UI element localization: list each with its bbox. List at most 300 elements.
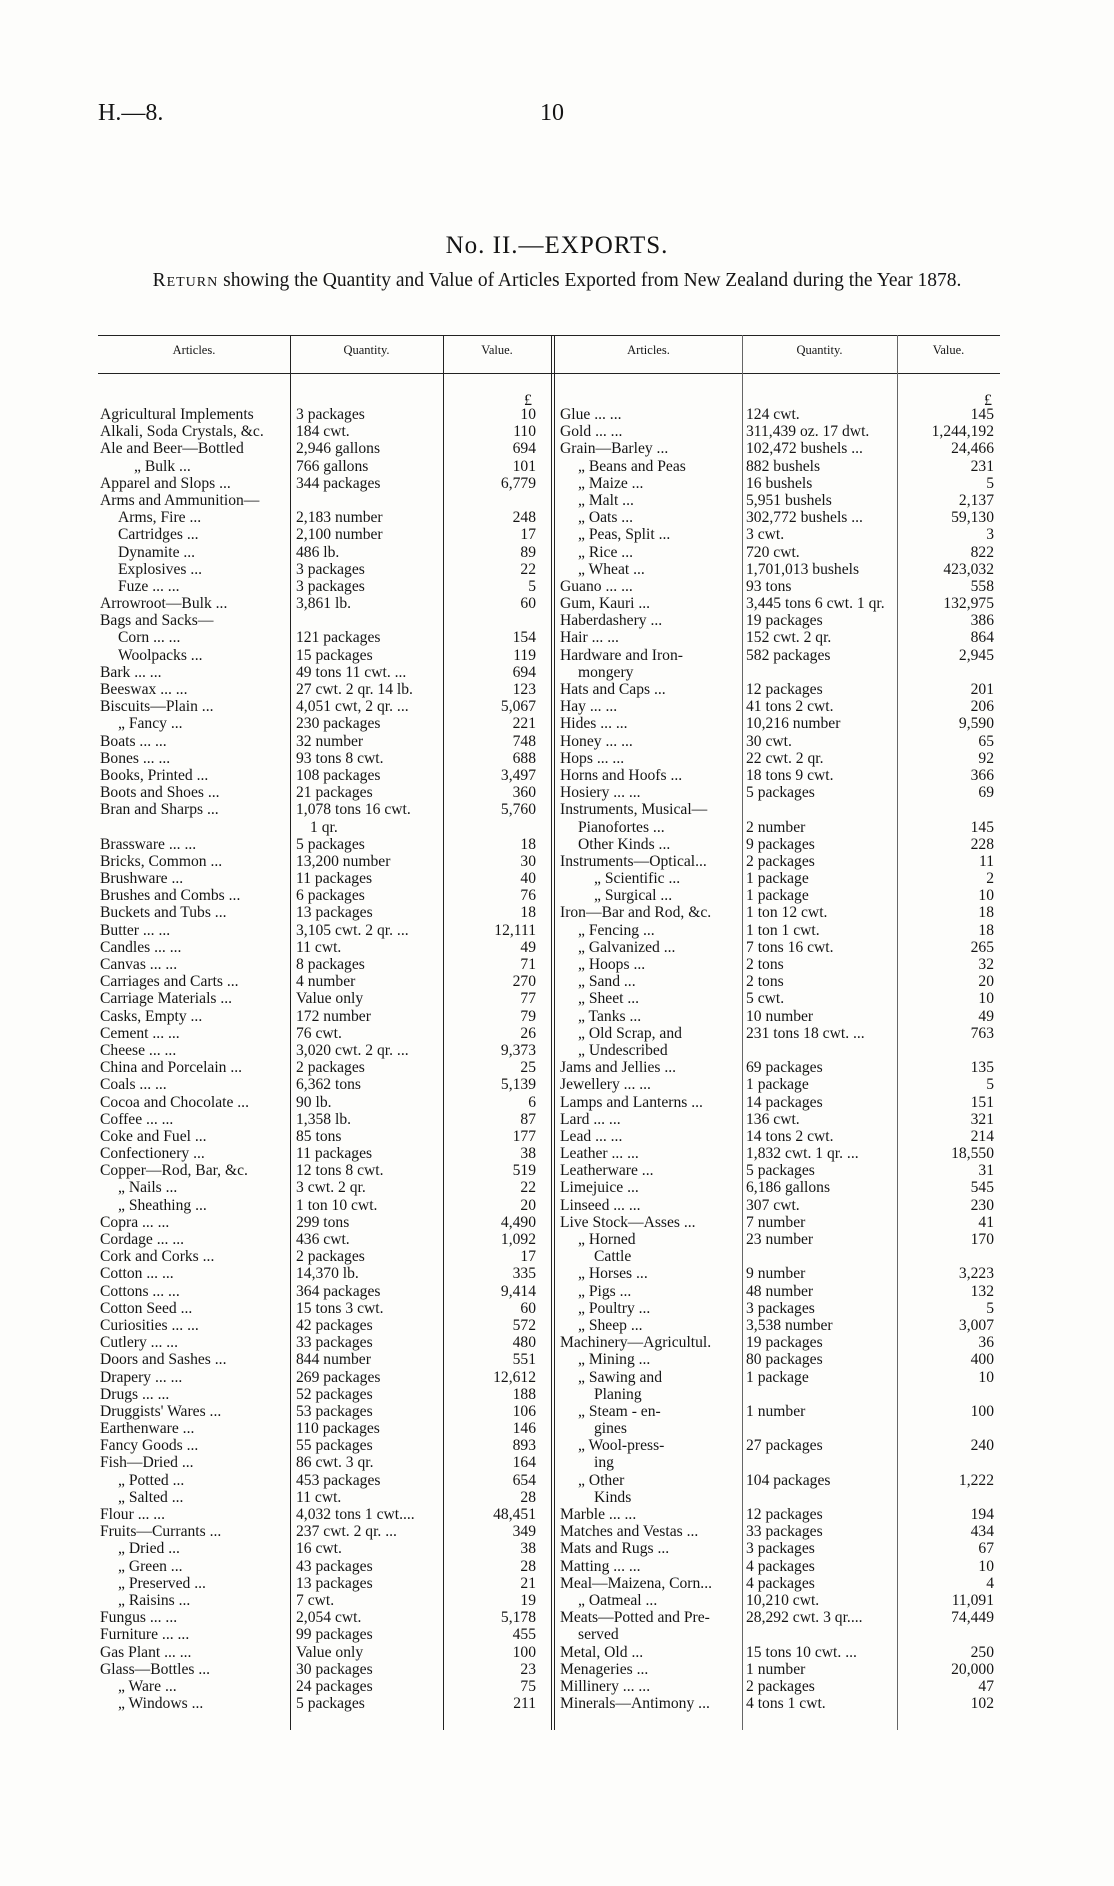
article-cell: „ Bulk ...: [134, 457, 191, 475]
table-title: No. II.—EXPORTS.: [445, 232, 669, 259]
table-row: [560, 1248, 998, 1265]
quantity-cell: 13 packages: [296, 904, 373, 922]
article-cell: Lamps and Lanterns ...: [560, 1093, 703, 1111]
article-cell: „ Oats ...: [578, 509, 633, 527]
article-cell: Lead ... ...: [560, 1127, 623, 1145]
article-cell: „ Fencing ...: [578, 921, 655, 939]
value-cell: 38: [520, 1145, 536, 1163]
value-cell: 119: [513, 646, 536, 664]
table-row: [100, 1523, 540, 1540]
quantity-cell: 2 packages: [746, 1677, 815, 1695]
value-cell: 76: [520, 887, 536, 905]
quantity-cell: 22 cwt. 2 qr.: [746, 749, 824, 767]
quantity-cell: 1 ton 10 cwt.: [296, 1196, 378, 1214]
col-head-value-right: Value.: [932, 343, 965, 357]
quantity-cell: 16 bushels: [746, 474, 813, 492]
value-cell: 349: [512, 1523, 536, 1541]
quantity-cell: 121 packages: [296, 629, 381, 647]
quantity-cell: 85 tons: [296, 1127, 342, 1145]
value-cell: 3,497: [500, 766, 536, 784]
value-cell: 6: [528, 1093, 536, 1111]
table-row: [100, 1265, 540, 1282]
article-cell: „ Peas, Split ...: [578, 526, 671, 544]
article-cell: „ Undescribed: [578, 1041, 668, 1059]
table-row: [100, 1214, 540, 1231]
value-cell: 5: [986, 1299, 994, 1317]
value-cell: 321: [970, 1110, 994, 1128]
table-row: [100, 1403, 540, 1420]
table-row: [100, 1162, 540, 1179]
value-cell: 480: [512, 1334, 536, 1352]
value-cell: 265: [970, 938, 994, 956]
value-cell: 4: [986, 1574, 994, 1592]
quantity-cell: 4 number: [296, 973, 356, 991]
value-cell: 10: [978, 1557, 994, 1575]
table-row: [100, 1369, 540, 1386]
article-cell: „ Maize ...: [578, 474, 644, 492]
value-cell: 17: [520, 1248, 536, 1266]
table-row: [560, 1334, 998, 1351]
caption-lead: Return: [152, 270, 219, 291]
article-cell: „ Poultry ...: [578, 1299, 651, 1317]
table-row: [560, 492, 998, 509]
table-row: [100, 1644, 540, 1661]
article-cell: „ Sheet ...: [578, 990, 640, 1008]
table-row: [100, 1317, 540, 1334]
quantity-cell: 2 number: [746, 818, 806, 836]
article-cell: Confectionery ...: [100, 1145, 205, 1163]
table-row: [560, 544, 998, 561]
article-cell: „ Preserved ...: [118, 1574, 206, 1592]
value-cell: 145: [970, 818, 994, 836]
article-cell: „ Ware ...: [118, 1677, 177, 1695]
value-cell: 19: [520, 1591, 536, 1609]
article-cell: Boots and Shoes ...: [100, 784, 220, 802]
quantity-cell: 7 cwt.: [296, 1591, 335, 1609]
exports-table-right: [560, 406, 998, 1712]
quantity-cell: 99 packages: [296, 1626, 373, 1644]
value-cell: 89: [520, 543, 536, 561]
quantity-cell: 7 number: [746, 1213, 806, 1231]
value-cell: 170: [970, 1231, 994, 1248]
table-row: [100, 1300, 540, 1317]
quantity-cell: 10,216 number: [746, 715, 841, 733]
quantity-cell: 237 cwt. 2 qr. ...: [296, 1523, 397, 1541]
table-row: [100, 904, 540, 921]
value-cell: 40: [520, 870, 536, 888]
value-cell: 92: [978, 749, 994, 767]
table-row: [100, 1283, 540, 1300]
value-cell: 20: [978, 973, 994, 991]
table-row: [560, 870, 998, 887]
quantity-cell: 299 tons: [296, 1213, 350, 1231]
article-cell: „ Horned: [578, 1231, 636, 1248]
table-row: [560, 1420, 998, 1437]
value-cell: 146: [512, 1420, 536, 1438]
quantity-cell: 4 packages: [746, 1574, 815, 1592]
value-cell: 360: [512, 784, 536, 802]
table-row: [100, 1695, 540, 1712]
value-cell: 106: [512, 1402, 536, 1420]
article-cell: Pianofortes ...: [578, 818, 665, 836]
quantity-cell: 152 cwt. 2 qr.: [746, 629, 832, 647]
value-cell: 151: [970, 1093, 994, 1111]
quantity-cell: 90 lb.: [296, 1093, 332, 1111]
value-cell: 230: [970, 1196, 994, 1214]
quantity-cell: 10 number: [746, 1007, 814, 1025]
quantity-cell: 41 tons 2 cwt.: [746, 698, 834, 716]
article-cell: Lard ... ...: [560, 1110, 621, 1128]
value-cell: 248: [512, 509, 536, 527]
table-row: [560, 509, 998, 526]
quantity-cell: 136 cwt.: [746, 1110, 800, 1128]
table-row: [560, 836, 998, 853]
quantity-cell: 13 packages: [296, 1574, 373, 1592]
article-cell: Metal, Old ...: [560, 1643, 644, 1661]
quantity-cell: 2,100 number: [296, 526, 383, 544]
quantity-cell: 16 cwt.: [296, 1540, 342, 1558]
table-row: [100, 836, 540, 853]
quantity-cell: 3,105 cwt. 2 qr. ...: [296, 921, 409, 939]
quantity-cell: 3 packages: [746, 1299, 815, 1317]
article-cell: „ Other: [578, 1471, 625, 1489]
value-cell: 24,466: [951, 440, 994, 458]
value-cell: 79: [520, 1007, 536, 1025]
article-cell: Cotton Seed ...: [100, 1299, 193, 1317]
table-row: [100, 1197, 540, 1214]
quantity-cell: 48 number: [746, 1282, 814, 1300]
value-cell: 694: [512, 663, 536, 681]
table-row: [560, 973, 998, 990]
quantity-cell: 5 packages: [746, 1162, 815, 1180]
quantity-cell: 1 package: [746, 1368, 809, 1386]
quantity-cell: 4,032 tons 1 cwt....: [296, 1506, 415, 1523]
quantity-cell: 102,472 bushels ...: [746, 440, 863, 458]
article-cell: Live Stock—Asses ...: [560, 1213, 696, 1231]
article-cell: Brushware ...: [100, 870, 184, 888]
table-row: [100, 1506, 540, 1523]
table-row: [100, 440, 540, 457]
value-cell: 5: [528, 577, 536, 595]
article-cell: Marble ... ...: [560, 1506, 637, 1523]
value-cell: 5: [986, 1076, 994, 1094]
value-cell: 694: [512, 440, 536, 458]
quantity-cell: 1 number: [746, 1402, 806, 1420]
value-cell: 74,449: [951, 1609, 994, 1627]
table-row: [100, 1558, 540, 1575]
table-row: [100, 1145, 540, 1162]
article-cell: Cocoa and Chocolate ...: [100, 1093, 249, 1111]
value-cell: 59,130: [951, 509, 994, 527]
article-cell: Fruits—Currants ...: [100, 1523, 222, 1541]
article-cell: Drugs ... ...: [100, 1385, 170, 1403]
value-cell: 893: [512, 1437, 536, 1455]
article-cell: „ Wool-press-: [578, 1437, 665, 1455]
article-cell: Cork and Corks ...: [100, 1248, 215, 1266]
quantity-cell: 1 number: [746, 1660, 806, 1678]
table-row: [100, 801, 540, 818]
table-row: [560, 1059, 998, 1076]
quantity-cell: 3,538 number: [746, 1316, 833, 1334]
article-cell: Hats and Caps ...: [560, 681, 666, 698]
caption-text: showing the Quantity and Value of Articles Exported from New Zealand during the Year 1878.: [223, 270, 962, 291]
quantity-cell: 6,362 tons: [296, 1076, 361, 1094]
table-row: [560, 767, 998, 784]
value-cell: 4,490: [500, 1213, 536, 1231]
value-cell: 48,451: [493, 1506, 536, 1523]
value-cell: 20,000: [951, 1660, 994, 1678]
value-cell: 71: [520, 956, 536, 973]
quantity-cell: 3 packages: [296, 560, 365, 578]
value-cell: 2: [986, 870, 994, 888]
article-cell: Matches and Vestas ...: [560, 1523, 699, 1541]
value-cell: 49: [520, 938, 536, 956]
value-cell: 101: [512, 457, 536, 475]
table-row: [100, 1454, 540, 1471]
article-cell: Bags and Sacks—: [100, 612, 214, 630]
quantity-cell: Value only: [296, 990, 364, 1008]
value-cell: 270: [512, 973, 536, 991]
article-cell: Gum, Kauri ...: [560, 595, 651, 613]
value-cell: 400: [970, 1351, 994, 1369]
table-row: [560, 1197, 998, 1214]
table-row: [560, 1695, 998, 1712]
table-row: [100, 509, 540, 526]
table-row: [560, 1626, 998, 1643]
article-cell: Copper—Rod, Bar, &c.: [100, 1162, 248, 1180]
table-row: [100, 1059, 540, 1076]
article-cell: Doors and Sashes ...: [100, 1351, 227, 1369]
article-cell: Hardware and Iron-: [560, 646, 683, 664]
article-cell: mongery: [578, 663, 634, 681]
table-row: [560, 1523, 998, 1540]
table-row: [560, 1076, 998, 1093]
quantity-cell: 69 packages: [746, 1059, 823, 1077]
article-cell: Drapery ... ...: [100, 1368, 183, 1386]
table-row: [100, 492, 540, 509]
table-row: [100, 423, 540, 440]
value-cell: 10: [520, 406, 536, 423]
value-cell: 551: [512, 1351, 536, 1369]
table-row: [100, 750, 540, 767]
quantity-cell: 1,832 cwt. 1 qr. ...: [746, 1145, 859, 1163]
value-cell: 201: [970, 681, 994, 698]
value-cell: 22: [520, 560, 536, 578]
article-cell: Earthenware ...: [100, 1420, 195, 1438]
exports-table-left: [100, 406, 540, 1712]
value-cell: 75: [520, 1677, 536, 1695]
article-cell: „ Sheep ...: [578, 1316, 643, 1334]
article-cell: Meal—Maizena, Corn...: [560, 1574, 712, 1592]
quantity-cell: 6,186 gallons: [746, 1179, 831, 1197]
value-cell: 11,091: [951, 1591, 994, 1609]
article-cell: Fuze ... ...: [118, 577, 180, 595]
table-row: [100, 526, 540, 543]
table-row: [560, 1386, 998, 1403]
value-cell: 5,760: [500, 801, 536, 819]
article-cell: Instruments—Optical...: [560, 852, 707, 870]
value-cell: 69: [978, 784, 994, 802]
currency-symbol-left: £: [524, 392, 532, 409]
article-cell: Agricultural Implements: [100, 406, 254, 423]
quantity-cell: 4 packages: [746, 1557, 815, 1575]
table-row: [560, 1283, 998, 1300]
table-row: [560, 1644, 998, 1661]
table-row: [100, 939, 540, 956]
table-row: [100, 406, 540, 423]
top-rule: [98, 335, 1000, 336]
article-cell: Limejuice ...: [560, 1179, 639, 1197]
article-cell: Coke and Fuel ...: [100, 1127, 207, 1145]
quantity-cell: 14 tons 2 cwt.: [746, 1127, 834, 1145]
col-head-articles-left: Articles.: [172, 343, 216, 357]
quantity-cell: 30 packages: [296, 1660, 373, 1678]
quantity-cell: 8 packages: [296, 956, 365, 973]
quantity-cell: 13,200 number: [296, 852, 391, 870]
table-row: [100, 715, 540, 732]
quantity-cell: 14,370 lb.: [296, 1265, 359, 1283]
quantity-cell: 18 tons 9 cwt.: [746, 766, 834, 784]
article-cell: Brushes and Combs ...: [100, 887, 241, 905]
table-row: [560, 1540, 998, 1557]
value-cell: 67: [978, 1540, 994, 1558]
table-row: [100, 990, 540, 1007]
value-cell: 335: [512, 1265, 536, 1283]
value-cell: 654: [512, 1471, 536, 1489]
value-cell: 9,373: [500, 1041, 536, 1059]
quantity-cell: 364 packages: [296, 1282, 381, 1300]
article-cell: „ Raisins ...: [118, 1591, 191, 1609]
table-row: [560, 1575, 998, 1592]
article-cell: Brassware ... ...: [100, 835, 197, 853]
quantity-cell: 80 packages: [746, 1351, 823, 1369]
quantity-cell: 3,861 lb.: [296, 595, 352, 613]
article-cell: Arrowroot—Bulk ...: [100, 595, 228, 613]
table-row: [100, 1489, 540, 1506]
table-row: [560, 733, 998, 750]
table-row: [560, 1592, 998, 1609]
value-cell: 5,139: [500, 1076, 536, 1094]
quantity-cell: 12 tons 8 cwt.: [296, 1162, 384, 1180]
article-cell: Bran and Sharps ...: [100, 801, 219, 819]
article-cell: Fancy Goods ...: [100, 1437, 199, 1455]
table-row: [560, 698, 998, 715]
article-cell: Carriages and Carts ...: [100, 973, 239, 991]
value-cell: 145: [970, 406, 994, 423]
table-row: [100, 612, 540, 629]
article-cell: Buckets and Tubs ...: [100, 904, 227, 922]
article-cell: Fish—Dried ...: [100, 1454, 194, 1472]
table-row: [100, 870, 540, 887]
quantity-cell: 12 packages: [746, 681, 823, 698]
article-cell: Bricks, Common ...: [100, 852, 223, 870]
table-row: [560, 629, 998, 646]
value-cell: 211: [513, 1695, 536, 1713]
article-cell: Hops ... ...: [560, 749, 625, 767]
article-cell: „ Rice ...: [578, 543, 633, 561]
value-cell: 434: [970, 1523, 994, 1541]
article-cell: Cement ... ...: [100, 1024, 180, 1042]
quantity-cell: 5 packages: [296, 835, 365, 853]
value-cell: 545: [970, 1179, 994, 1197]
value-cell: 87: [520, 1110, 536, 1128]
value-cell: 30: [520, 852, 536, 870]
table-row: [560, 1661, 998, 1678]
article-cell: Mats and Rugs ...: [560, 1540, 670, 1558]
table-row: [560, 990, 998, 1007]
article-cell: Instruments, Musical—: [560, 801, 708, 819]
value-cell: 28: [520, 1557, 536, 1575]
article-cell: „ Green ...: [118, 1557, 183, 1575]
quantity-cell: 230 packages: [296, 715, 381, 733]
value-cell: 60: [520, 1299, 536, 1317]
table-row: [100, 956, 540, 973]
value-cell: 231: [970, 457, 994, 475]
value-cell: 47: [978, 1677, 994, 1695]
table-row: [100, 1420, 540, 1437]
quantity-cell: 86 cwt. 3 qr.: [296, 1454, 374, 1472]
quantity-cell: 5,951 bushels: [746, 491, 832, 509]
article-cell: Butter ... ...: [100, 921, 171, 939]
quantity-cell: 53 packages: [296, 1402, 373, 1420]
value-cell: 164: [512, 1454, 536, 1472]
col-head-articles-right: Articles.: [627, 343, 670, 357]
table-row: [100, 887, 540, 904]
article-cell: Fungus ... ...: [100, 1609, 178, 1627]
article-cell: Gas Plant ... ...: [100, 1643, 192, 1661]
value-cell: 6,779: [500, 474, 536, 492]
table-row: [560, 578, 998, 595]
article-cell: Millinery ... ...: [560, 1677, 651, 1695]
article-cell: Minerals—Antimony ...: [560, 1695, 710, 1713]
article-cell: Biscuits—Plain ...: [100, 698, 214, 716]
quantity-cell: 9 packages: [746, 835, 815, 853]
table-row: [100, 733, 540, 750]
value-cell: 12,612: [493, 1368, 536, 1386]
table-row: [100, 664, 540, 681]
quantity-cell: 1,701,013 bushels: [746, 560, 860, 578]
table-row: [560, 1111, 998, 1128]
table-row: [100, 1437, 540, 1454]
table-row: [100, 1626, 540, 1643]
table-row: [560, 784, 998, 801]
table-row: [560, 922, 998, 939]
quantity-cell: 5 packages: [296, 1695, 365, 1713]
quantity-cell: 52 packages: [296, 1385, 373, 1403]
table-row: [100, 1575, 540, 1592]
table-row: [560, 904, 998, 921]
article-cell: Matting ... ...: [560, 1557, 641, 1575]
article-cell: Boats ... ...: [100, 732, 167, 750]
table-row: [560, 1025, 998, 1042]
quantity-cell: 1,358 lb.: [296, 1110, 352, 1128]
quantity-cell: 311,439 oz. 17 dwt.: [746, 423, 870, 441]
value-cell: 49: [978, 1007, 994, 1025]
quantity-cell: 231 tons 18 cwt. ...: [746, 1024, 865, 1042]
table-row: [100, 561, 540, 578]
article-cell: Coals ... ...: [100, 1076, 167, 1094]
table-row: [560, 1317, 998, 1334]
value-cell: 65: [978, 732, 994, 750]
value-cell: 2,945: [958, 646, 994, 664]
quantity-cell: 844 number: [296, 1351, 371, 1369]
value-cell: 132,975: [943, 595, 994, 613]
table-row: [560, 1506, 998, 1523]
article-cell: Cottons ... ...: [100, 1282, 180, 1300]
quantity-cell: 24 packages: [296, 1677, 373, 1695]
value-cell: 250: [970, 1643, 994, 1661]
article-cell: Hides ... ...: [560, 715, 628, 733]
